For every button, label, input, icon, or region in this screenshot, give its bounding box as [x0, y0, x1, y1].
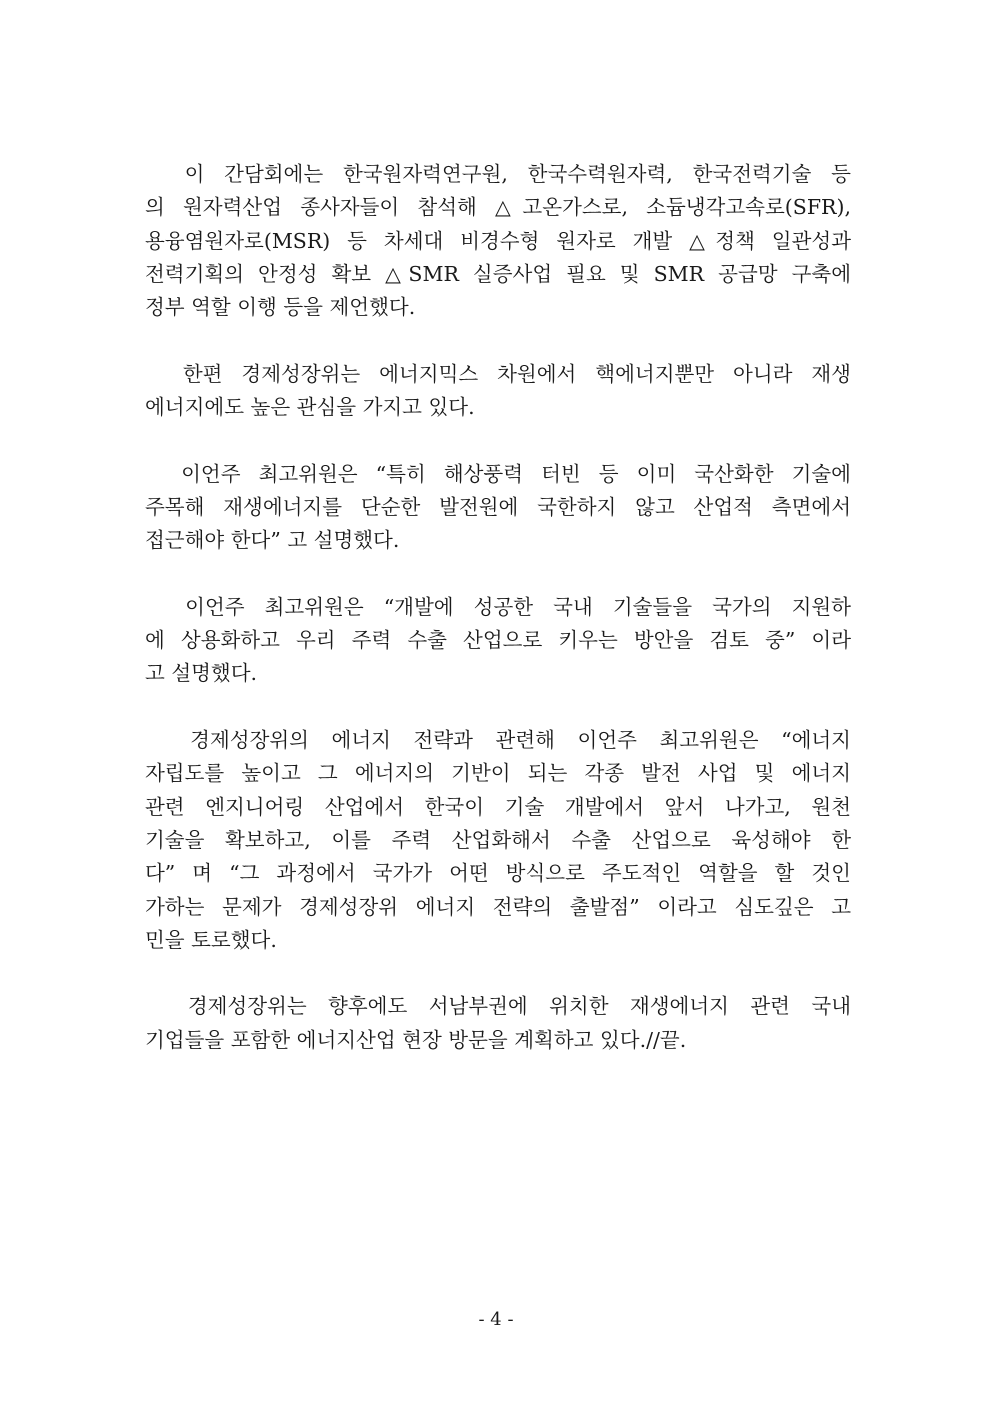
- paragraph: [145, 724, 851, 957]
- paragraph-line: 접근해야 한다” 고 설명했다.: [145, 528, 400, 553]
- paragraph-line: 기술을 확보하고, 이를 주력 산업화해서 수출 산업으로 육성해야 한: [145, 827, 851, 852]
- paragraph-line: 이언주 최고위원은 “개발에 성공한 국내 기술들을 국가의 지원하: [145, 594, 851, 619]
- document-body: [145, 158, 851, 1090]
- paragraph-line: 관련 엔지니어링 산업에서 한국이 기술 개발에서 앞서 나가고, 원천: [145, 794, 851, 819]
- paragraph-line: 기업들을 포함한 에너지산업 현장 방문을 계획하고 있다.//끝.: [145, 1027, 687, 1052]
- paragraph-line: 의 원자력산업 종사자들이 참석해 △고온가스로, 소듐냉각고속로(SFR),: [145, 195, 851, 220]
- paragraph-line: 에 상용화하고 우리 주력 수출 산업으로 키우는 방안을 검토 중” 이라: [145, 628, 851, 653]
- paragraph-line: 경제성장위의 에너지 전략과 관련해 이언주 최고위원은 “에너지: [145, 728, 851, 753]
- paragraph-line: 자립도를 높이고 그 에너지의 기반이 되는 각종 발전 사업 및 에너지: [145, 761, 851, 786]
- page-number: - 4 -: [478, 1309, 514, 1330]
- paragraph: [145, 990, 851, 1057]
- paragraph: [145, 458, 851, 558]
- paragraph-line: 다” 며 “그 과정에서 국가가 어떤 방식으로 주도적인 역할을 할 것인: [145, 861, 851, 886]
- paragraph: [145, 358, 851, 425]
- paragraph-line: 전력기획의 안정성 확보 △SMR 실증사업 필요 및 SMR 공급망 구축에: [145, 261, 851, 286]
- paragraph-line: 민을 토로했다.: [145, 927, 277, 952]
- paragraph: [145, 158, 851, 324]
- paragraph-line: 경제성장위는 향후에도 서남부권에 위치한 재생에너지 관련 국내: [145, 994, 851, 1019]
- paragraph-line: 한편 경제성장위는 에너지믹스 차원에서 핵에너지뿐만 아니라 재생: [145, 361, 851, 386]
- paragraph-line: 이언주 최고위원은 “특히 해상풍력 터빈 등 이미 국산화한 기술에: [145, 461, 851, 486]
- paragraph-line: 에너지에도 높은 관심을 가지고 있다.: [145, 395, 475, 420]
- paragraph-line: 이 간담회에는 한국원자력연구원, 한국수력원자력, 한국전력기술 등: [145, 162, 851, 186]
- paragraph-line: 고 설명했다.: [145, 661, 258, 686]
- paragraph: [145, 591, 851, 691]
- paragraph-line: 가하는 문제가 경제성장위 에너지 전략의 출발점” 이라고 심도깊은 고: [145, 894, 851, 919]
- paragraph-line: 주목해 재생에너지를 단순한 발전원에 국한하지 않고 산업적 측면에서: [145, 494, 851, 519]
- paragraph-line: 정부 역할 이행 등을 제언했다.: [145, 295, 416, 320]
- paragraph-line: 용융염원자로(MSR) 등 차세대 비경수형 원자로 개발 △정책 일관성과: [145, 228, 851, 253]
